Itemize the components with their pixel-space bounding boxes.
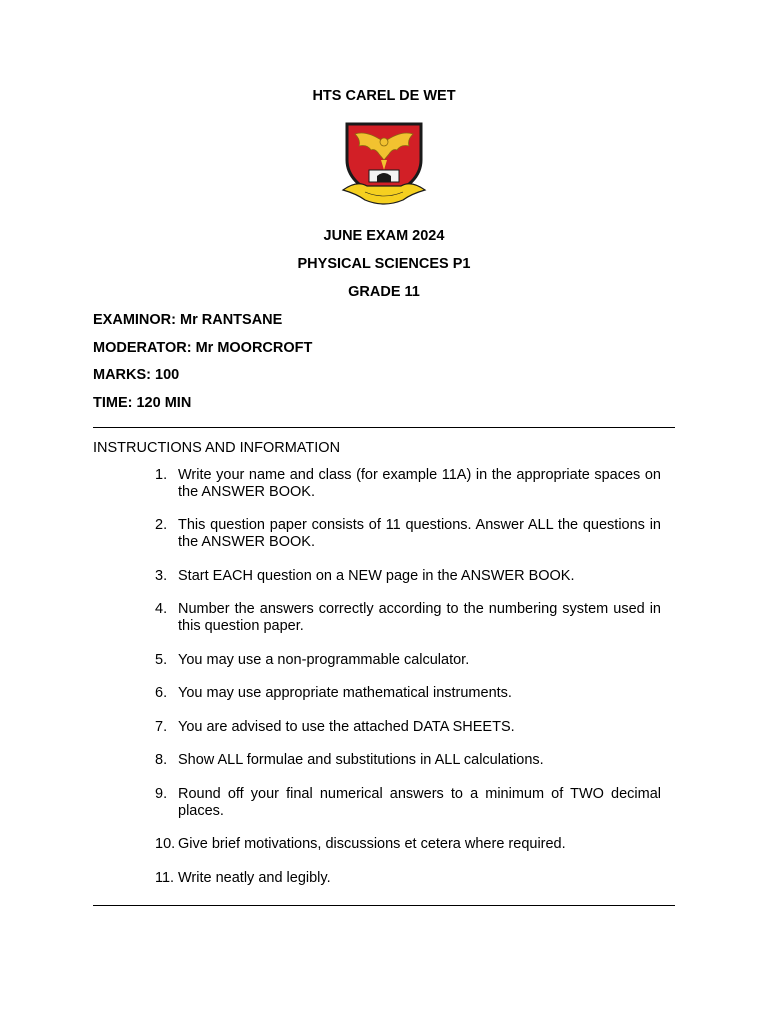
marks-line: MARKS: 100 [93,367,180,383]
instruction-item [155,685,661,702]
instruction-text: Show ALL formulae and substitutions in ALL calculations. [178,752,544,768]
instruction-item [155,752,661,769]
time-line: TIME: 120 MIN [93,395,192,411]
instruction-number: 10. [155,836,176,852]
instruction-number: 8. [155,752,168,768]
instruction-text: Give brief motivations, discussions et cetera where required. [178,836,566,852]
bottom-divider [93,905,675,906]
subject-title: PHYSICAL SCIENCES P1 [297,256,471,272]
instruction-number: 9. [155,786,168,802]
top-divider [93,427,675,428]
instruction-item [155,786,661,820]
instruction-text: Write neatly and legibly. [178,870,331,886]
instruction-text: Write your name and class (for example 11A) in the appropriate spaces on the ANSWER BOOK. [178,467,661,500]
instruction-item [155,568,661,585]
instruction-item [155,601,661,635]
instruction-item [155,467,661,501]
instruction-text: You are advised to use the attached DATA SHEETS. [178,719,515,735]
moderator-line: MODERATOR: Mr MOORCROFT [93,340,313,356]
motto-ribbon [343,184,425,204]
instruction-text: You may use a non-programmable calculator. [178,652,470,668]
instruction-text: Number the answers correctly according to the numbering system used in this question paper. [178,601,661,634]
instruction-number: 3. [155,568,168,584]
instruction-number: 7. [155,719,168,735]
instruction-item [155,652,661,669]
grade-title: GRADE 11 [348,284,420,300]
instruction-number: 2. [155,517,168,533]
instruction-item [155,719,661,736]
instruction-text: Round off your final numerical answers to a minimum of TWO decimal places. [178,786,661,819]
school-crest-logo [337,120,431,210]
instruction-number: 5. [155,652,168,668]
instruction-number: 1. [155,467,168,483]
instruction-number: 4. [155,601,168,617]
instruction-item [155,517,661,551]
instruction-text: This question paper consists of 11 questions. Answer ALL the questions in the ANSWER BOOK. [178,517,661,550]
examinor-line: EXAMINOR: Mr RANTSANE [93,312,283,328]
instruction-number: 11. [155,870,175,886]
instruction-text: You may use appropriate mathematical instruments. [178,685,512,701]
instructions-heading: INSTRUCTIONS AND INFORMATION [93,440,341,456]
school-title: HTS CAREL DE WET [312,88,456,104]
instruction-number: 6. [155,685,168,701]
instruction-item [155,836,661,853]
exam-title: JUNE EXAM 2024 [323,228,445,244]
instruction-text: Start EACH question on a NEW page in the ANSWER BOOK. [178,568,575,584]
instruction-item [155,870,661,887]
